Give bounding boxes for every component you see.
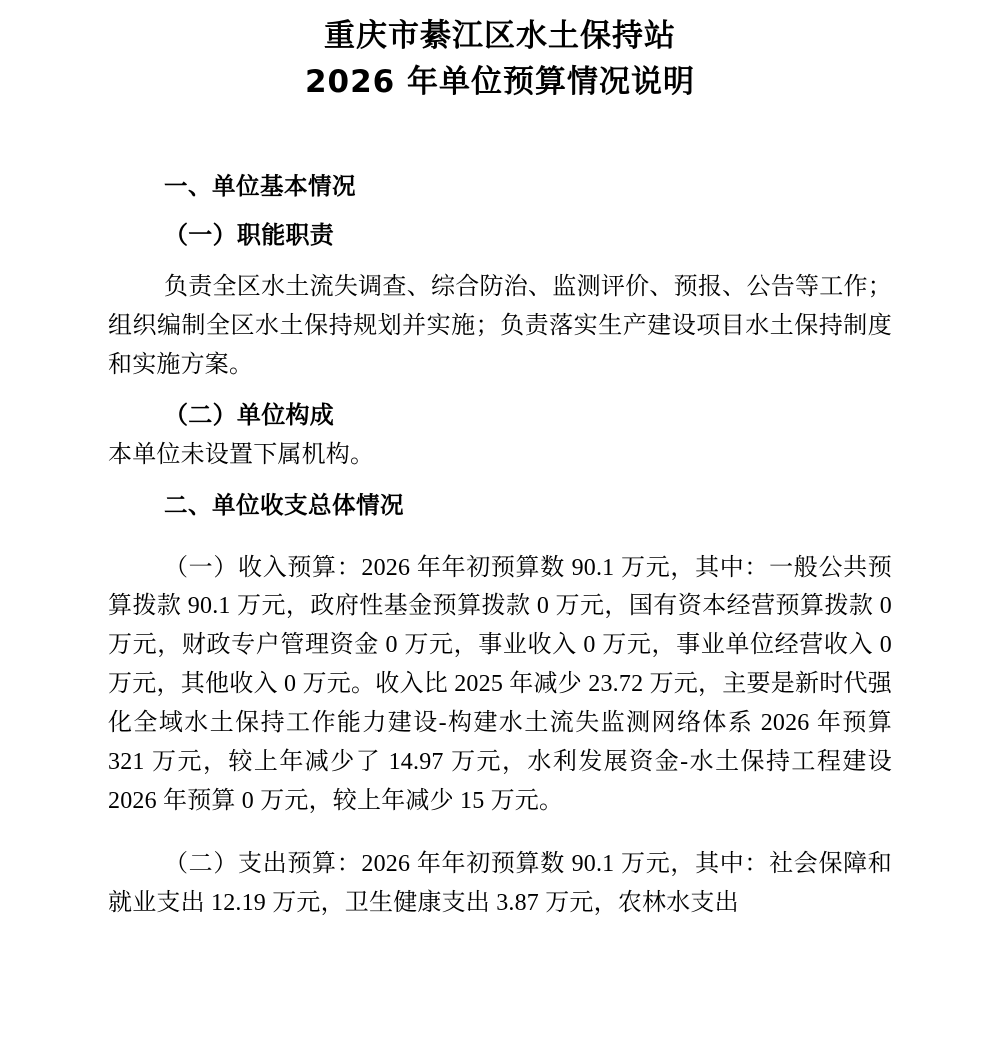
page-title — [108, 14, 892, 105]
section-2-paragraph-1: （一）收入预算：2026 年年初预算数 90.1 万元，其中：一般公共预算拨款 90.1 万元，政府性基金预算拨款 0 万元，国有资本经营预算拨款 0 万元，财政专户管理资金 0 万元，事业收入 0 万元，事业单位经营收入 0 万元，其他收入 0 万元。收入比 2025 年减少 23.72 万元，主要是新时代强化全域水土保持工作能力建设-构建水土流失监测网络体系 2026 年预算 321 万元，较上年减少了 14.97 万元，水利发展资金-水土保持工程建设 2026 年预算 0 万元，较上年减少 15 万元。 — [108, 554, 892, 814]
spacer — [108, 474, 892, 486]
page-title-line-2: 2026 年单位预算情况说明 — [304, 63, 696, 100]
section-1-paragraph-2: 本单位未设置下属机构。 — [108, 441, 375, 468]
spacer — [108, 256, 892, 268]
section-1-subheading-1: （一）职能职责 — [164, 223, 335, 250]
spacer — [108, 385, 892, 397]
section-1-subheading-2: （二）单位构成 — [164, 402, 335, 429]
spacer — [108, 821, 892, 845]
section-heading-1: 一、单位基本情况 — [164, 172, 356, 201]
section-heading-2: 二、单位收支总体情况 — [164, 491, 404, 520]
title-spacer — [108, 105, 892, 167]
spacer — [108, 525, 892, 549]
page-title-line-1: 重庆市綦江区水土保持站 — [324, 18, 676, 54]
section-1-paragraph-1: 负责全区水土流失调查、综合防治、监测评价、预报、公告等工作；组织编制全区水土保持规划并实施；负责落实生产建设项目水土保持制度和实施方案。 — [108, 274, 892, 378]
section-2-paragraph-2: （二）支出预算：2026 年年初预算数 90.1 万元，其中：社会保障和就业支出 12.19 万元，卫生健康支出 3.87 万元，农林水支出 — [108, 850, 892, 916]
spacer — [108, 205, 892, 217]
